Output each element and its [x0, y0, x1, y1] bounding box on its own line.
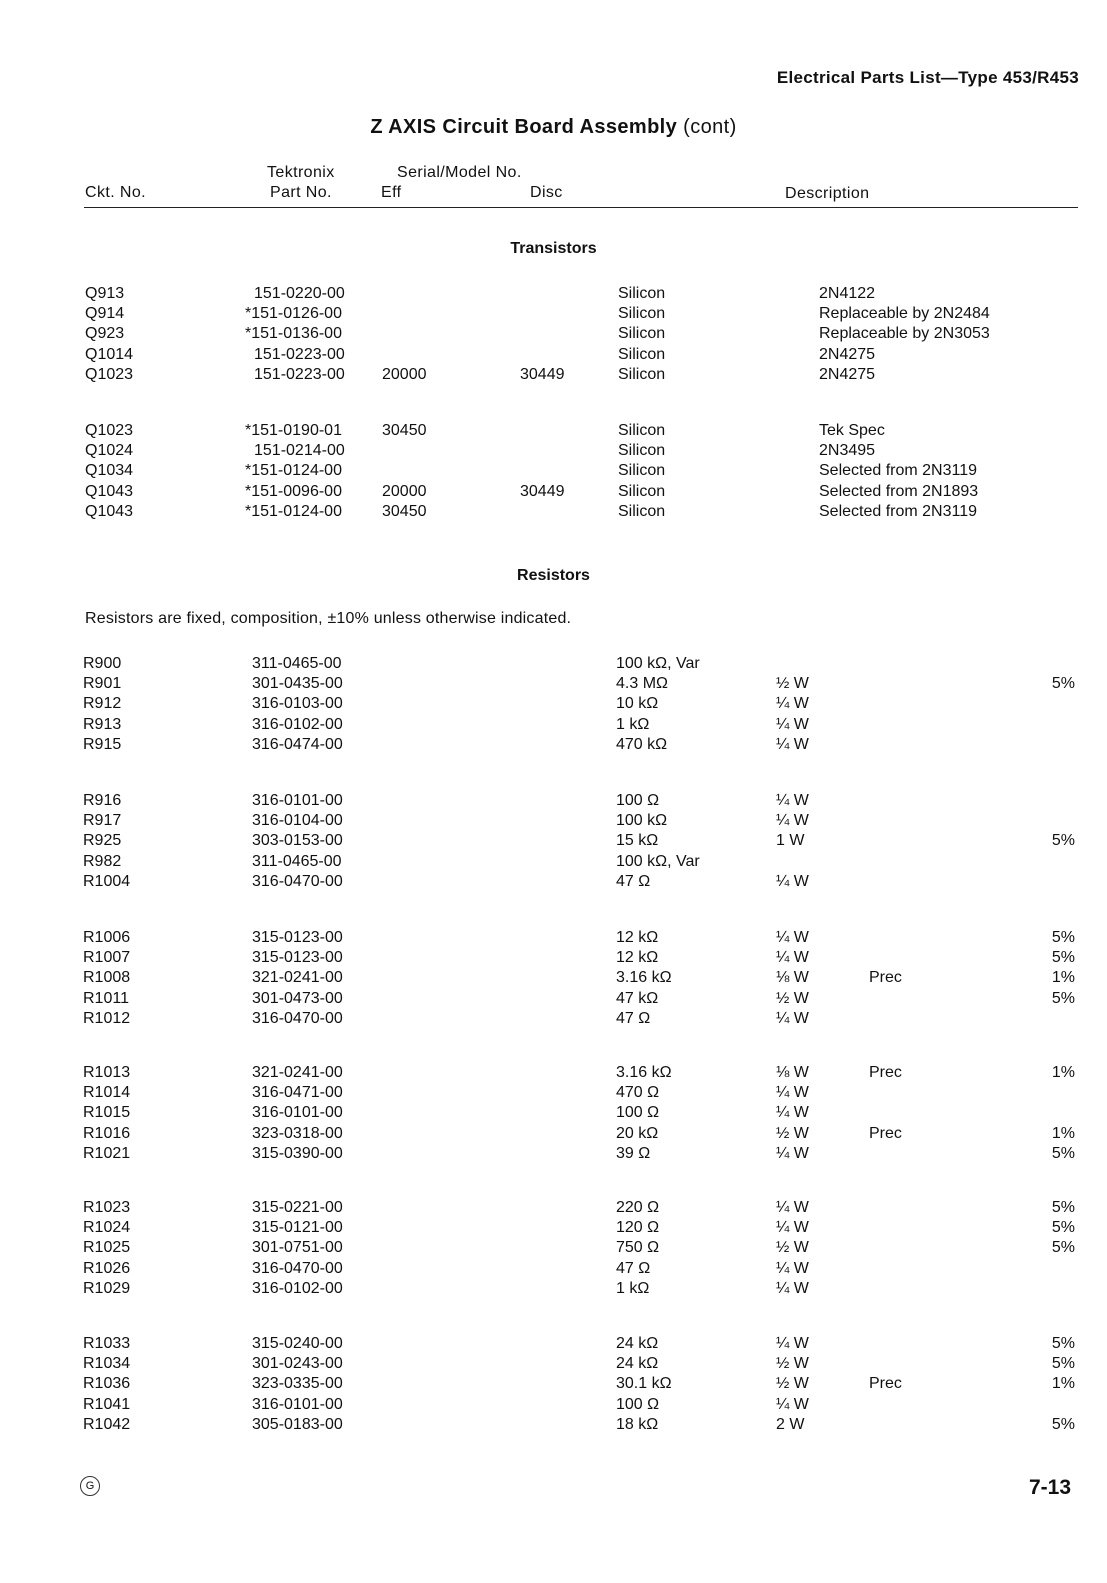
resistor-row — [0, 872, 1107, 892]
resistor-row — [0, 1144, 1107, 1164]
ckt-number: Q1024 — [85, 442, 134, 460]
precision-note: Prec — [869, 1124, 902, 1142]
title-main: Z AXIS Circuit Board Assembly — [370, 116, 678, 138]
resistor-row — [0, 1374, 1107, 1394]
wattage: ⅛ W — [776, 1064, 809, 1081]
part-number: 316-0101-00 — [252, 1104, 343, 1122]
page-title — [0, 116, 1107, 139]
resistance-value: 47 Ω — [616, 1009, 651, 1027]
ckt-number: R1034 — [83, 1355, 131, 1373]
part-number: 315-0123-00 — [252, 929, 343, 946]
title-suffix: (cont) — [683, 116, 737, 138]
resistor-row — [0, 694, 1107, 714]
wattage: ½ W — [776, 1239, 809, 1257]
resistor-row — [0, 1279, 1107, 1299]
resistor-row — [0, 654, 1107, 674]
ckt-number: R913 — [83, 715, 122, 733]
part-number: 311-0465-00 — [252, 852, 342, 870]
resistor-group — [0, 791, 1107, 892]
precision-note: Prec — [869, 1375, 902, 1393]
resistor-group — [0, 1198, 1107, 1299]
tolerance: 5% — [1051, 949, 1075, 967]
ckt-number: R982 — [83, 852, 122, 870]
description: Replaceable by 2N2484 — [819, 305, 990, 323]
part-number: *151-0124-00 — [245, 502, 342, 520]
resistor-row — [0, 1415, 1107, 1435]
resistor-row — [0, 1238, 1107, 1258]
part-number: *151-0190-01 — [245, 422, 342, 439]
resistor-row — [0, 989, 1107, 1009]
ckt-number: R1004 — [83, 872, 131, 890]
wattage: 1 W — [776, 832, 805, 850]
tolerance: 1% — [1051, 1064, 1075, 1081]
resistor-group — [0, 928, 1107, 1029]
transistor-type: Silicon — [618, 285, 666, 302]
resistor-row — [0, 1063, 1107, 1083]
ckt-number: R1033 — [83, 1335, 131, 1352]
part-number: 301-0243-00 — [252, 1355, 343, 1373]
col-tektronix-label: Tektronix — [267, 164, 335, 181]
tolerance: 5% — [1051, 832, 1075, 850]
transistor-group — [0, 421, 1107, 522]
resistance-value: 3.16 kΩ — [616, 1064, 672, 1081]
transistor-row — [0, 461, 1107, 481]
transistor-type: Silicon — [618, 345, 666, 363]
ckt-number: R1007 — [83, 949, 131, 967]
ckt-number: R1014 — [83, 1084, 131, 1102]
resistor-row — [0, 791, 1107, 811]
part-number: 316-0471-00 — [252, 1084, 343, 1102]
description: Replaceable by 2N3053 — [819, 325, 990, 343]
tolerance: 5% — [1051, 1355, 1075, 1373]
tolerance: 1% — [1051, 1124, 1075, 1142]
resistor-row — [0, 715, 1107, 735]
resistance-value: 120 Ω — [616, 1219, 660, 1237]
part-number: 151-0223-00 — [254, 345, 345, 363]
serial-eff: 20000 — [382, 365, 427, 383]
transistor-row — [0, 502, 1107, 522]
serial-eff: 30450 — [382, 422, 427, 439]
description: 2N4275 — [819, 345, 876, 363]
wattage: ¼ W — [776, 949, 809, 967]
tolerance: 1% — [1051, 1375, 1075, 1393]
header-rule — [84, 207, 1078, 208]
wattage: ½ W — [776, 989, 809, 1007]
resistor-row — [0, 1009, 1107, 1029]
wattage: ¼ W — [776, 715, 809, 733]
wattage: ¼ W — [776, 1104, 809, 1122]
ckt-number: R1011 — [83, 989, 129, 1007]
description: Selected from 2N3119 — [819, 502, 978, 520]
wattage: ¼ W — [776, 872, 809, 890]
part-number: 321-0241-00 — [252, 1064, 343, 1081]
wattage: ¼ W — [776, 1219, 809, 1237]
tolerance: 5% — [1051, 989, 1075, 1007]
ckt-number: Q1034 — [85, 462, 134, 480]
resistance-value: 220 Ω — [616, 1199, 660, 1216]
ckt-number: Q1014 — [85, 345, 134, 363]
transistor-row — [0, 284, 1107, 304]
resistance-value: 3.16 kΩ — [616, 969, 672, 987]
ckt-number: R1025 — [83, 1239, 131, 1257]
description: Selected from 2N1893 — [819, 482, 979, 500]
resistor-row — [0, 852, 1107, 872]
resistance-value: 100 kΩ, Var — [616, 852, 700, 870]
serial-disc: 30449 — [520, 365, 565, 383]
resistor-row — [0, 1124, 1107, 1144]
tolerance: 1% — [1051, 969, 1075, 987]
part-number: 316-0104-00 — [252, 812, 343, 830]
resistance-value: 24 kΩ — [616, 1335, 659, 1352]
ckt-number: R1016 — [83, 1124, 131, 1142]
resistor-row — [0, 1198, 1107, 1218]
tolerance: 5% — [1051, 1199, 1075, 1216]
part-number: 323-0335-00 — [252, 1375, 343, 1393]
transistor-row — [0, 304, 1107, 324]
resistor-row — [0, 1334, 1107, 1354]
resistor-row — [0, 1218, 1107, 1238]
precision-note: Prec — [869, 1064, 902, 1081]
part-number: 315-0121-00 — [252, 1219, 343, 1237]
ckt-number: R917 — [83, 812, 122, 830]
description: 2N4275 — [819, 365, 876, 383]
wattage: ¼ W — [776, 1395, 809, 1413]
transistor-type: Silicon — [618, 365, 666, 383]
transistor-type: Silicon — [618, 325, 666, 343]
resistance-value: 100 kΩ — [616, 812, 668, 830]
part-number: 316-0470-00 — [252, 872, 343, 890]
transistor-row — [0, 441, 1107, 461]
wattage: ¼ W — [776, 792, 809, 809]
resistance-value: 470 Ω — [616, 1084, 660, 1102]
transistor-group — [0, 284, 1107, 385]
description: 2N3495 — [819, 442, 876, 460]
ckt-number: Q1043 — [85, 482, 134, 500]
part-number: 316-0103-00 — [252, 695, 343, 713]
resistor-row — [0, 831, 1107, 851]
ckt-number: R1021 — [83, 1144, 131, 1162]
resistance-value: 12 kΩ — [616, 929, 659, 946]
wattage: ½ W — [776, 675, 809, 693]
ckt-number: R912 — [83, 695, 122, 713]
part-number: 321-0241-00 — [252, 969, 343, 987]
tolerance: 5% — [1051, 1144, 1075, 1162]
precision-note: Prec — [869, 969, 902, 987]
resistance-value: 15 kΩ — [616, 832, 659, 850]
part-number: 315-0123-00 — [252, 949, 343, 967]
resistor-row — [0, 811, 1107, 831]
page-number: 7-13 — [1028, 1476, 1071, 1499]
tolerance: 5% — [1051, 1219, 1075, 1237]
part-number: *151-0136-00 — [245, 325, 342, 343]
wattage: ¼ W — [776, 1084, 809, 1102]
wattage: ¼ W — [776, 929, 809, 946]
transistor-type: Silicon — [618, 305, 666, 323]
part-number: 316-0102-00 — [252, 1279, 343, 1297]
resistor-row — [0, 735, 1107, 755]
wattage: ½ W — [776, 1124, 809, 1142]
resistance-value: 470 kΩ — [616, 735, 668, 753]
transistor-type: Silicon — [618, 502, 666, 520]
tektronix-logo-mark: G — [80, 1476, 100, 1496]
col-partno-label: Part No. — [270, 184, 332, 201]
transistor-type: Silicon — [618, 422, 666, 439]
tolerance: 5% — [1051, 1239, 1075, 1257]
part-number: 316-0101-00 — [252, 1395, 343, 1413]
resistor-row — [0, 1395, 1107, 1415]
ckt-number: Q914 — [85, 305, 125, 323]
part-number: 316-0101-00 — [252, 792, 343, 809]
resistance-value: 10 kΩ — [616, 695, 659, 713]
wattage: ½ W — [776, 1355, 809, 1373]
ckt-number: Q1043 — [85, 502, 134, 520]
ckt-number: R1023 — [83, 1199, 131, 1216]
transistor-row — [0, 324, 1107, 344]
resistance-value: 4.3 MΩ — [616, 675, 668, 693]
ckt-number: R925 — [83, 832, 122, 850]
transistor-row — [0, 365, 1107, 385]
part-number: 301-0473-00 — [252, 989, 343, 1007]
ckt-number: R1006 — [83, 929, 131, 946]
resistance-value: 39 Ω — [616, 1144, 651, 1162]
ckt-number: R1042 — [83, 1415, 131, 1433]
wattage: ¼ W — [776, 1335, 809, 1352]
part-number: 301-0751-00 — [252, 1239, 343, 1257]
part-number: 301-0435-00 — [252, 675, 343, 693]
col-ckt-label: Ckt. No. — [85, 184, 146, 201]
resistance-value: 100 Ω — [616, 1395, 660, 1413]
ckt-number: R900 — [83, 655, 122, 672]
part-number: 323-0318-00 — [252, 1124, 343, 1142]
serial-eff: 20000 — [382, 482, 427, 500]
ckt-number: R1029 — [83, 1279, 131, 1297]
resistor-row — [0, 968, 1107, 988]
part-number: 151-0223-00 — [254, 365, 345, 383]
part-number: 303-0153-00 — [252, 832, 343, 850]
resistor-group — [0, 1334, 1107, 1435]
resistance-value: 47 Ω — [616, 872, 651, 890]
wattage: ¼ W — [776, 1199, 809, 1216]
wattage: ¼ W — [776, 1259, 809, 1277]
resistance-value: 750 Ω — [616, 1239, 660, 1257]
resistance-value: 1 kΩ — [616, 715, 650, 733]
resistor-row — [0, 1083, 1107, 1103]
ckt-number: R1041 — [83, 1395, 131, 1413]
resistance-value: 100 kΩ, Var — [616, 655, 700, 672]
ckt-number: R1012 — [83, 1009, 131, 1027]
description: 2N4122 — [819, 285, 876, 302]
ckt-number: Q1023 — [85, 365, 134, 383]
tolerance: 5% — [1051, 929, 1075, 946]
transistor-row — [0, 345, 1107, 365]
resistance-value: 12 kΩ — [616, 949, 659, 967]
part-number: 151-0220-00 — [254, 285, 345, 302]
transistor-type: Silicon — [618, 442, 666, 460]
resistance-value: 47 kΩ — [616, 989, 659, 1007]
resistance-value: 100 Ω — [616, 1104, 660, 1122]
ckt-number: Q923 — [85, 325, 125, 343]
wattage: ¼ W — [776, 735, 809, 753]
resistor-group — [0, 1063, 1107, 1164]
wattage: ½ W — [776, 1375, 809, 1393]
ckt-number: R1013 — [83, 1064, 131, 1081]
resistor-group — [0, 654, 1107, 755]
transistor-type: Silicon — [618, 482, 666, 500]
tolerance: 5% — [1051, 1415, 1075, 1433]
transistor-row — [0, 482, 1107, 502]
part-number: 315-0221-00 — [252, 1199, 343, 1216]
resistor-row — [0, 1103, 1107, 1123]
tolerance: 5% — [1051, 1335, 1075, 1352]
col-description-label: Description — [785, 185, 870, 202]
transistor-row — [0, 421, 1107, 441]
resistance-value: 1 kΩ — [616, 1279, 650, 1297]
part-number: 316-0470-00 — [252, 1009, 343, 1027]
section-heading-resistors: Resistors — [517, 567, 590, 584]
resistance-value: 100 Ω — [616, 792, 660, 809]
wattage: ⅛ W — [776, 969, 809, 987]
running-head: Electrical Parts List—Type 453/R453 — [776, 68, 1079, 87]
ckt-number: R1026 — [83, 1259, 131, 1277]
resistor-row — [0, 674, 1107, 694]
resistance-value: 30.1 kΩ — [616, 1375, 672, 1393]
resistor-note: Resistors are fixed, composition, ±10% unless otherwise indicated. — [85, 610, 572, 627]
section-heading-transistors: Transistors — [510, 240, 597, 257]
wattage: 2 W — [776, 1415, 805, 1433]
resistor-row — [0, 1259, 1107, 1279]
part-number: 316-0102-00 — [252, 715, 343, 733]
part-number: 316-0474-00 — [252, 735, 343, 753]
wattage: ¼ W — [776, 695, 809, 713]
resistance-value: 47 Ω — [616, 1259, 651, 1277]
ckt-number: Q913 — [85, 285, 125, 302]
description: Selected from 2N3119 — [819, 462, 978, 480]
col-serial-label: Serial/Model No. — [397, 164, 522, 181]
transistor-type: Silicon — [618, 462, 666, 480]
col-eff-label: Eff — [381, 184, 402, 201]
wattage: ¼ W — [776, 1279, 809, 1297]
part-number: 151-0214-00 — [254, 442, 345, 460]
wattage: ¼ W — [776, 1009, 809, 1027]
ckt-number: R1008 — [83, 969, 131, 987]
ckt-number: Q1023 — [85, 422, 134, 439]
tolerance: 5% — [1051, 675, 1075, 693]
part-number: 316-0470-00 — [252, 1259, 343, 1277]
wattage: ¼ W — [776, 1144, 809, 1162]
resistance-value: 18 kΩ — [616, 1415, 659, 1433]
ckt-number: R915 — [83, 735, 122, 753]
part-number: *151-0124-00 — [245, 462, 342, 480]
part-number: 315-0390-00 — [252, 1144, 343, 1162]
description: Tek Spec — [819, 422, 885, 439]
resistor-row — [0, 948, 1107, 968]
ckt-number: R901 — [83, 675, 122, 693]
col-disc-label: Disc — [530, 184, 563, 201]
part-number: 311-0465-00 — [252, 655, 342, 672]
ckt-number: R1036 — [83, 1375, 131, 1393]
wattage: ¼ W — [776, 812, 809, 830]
resistor-row — [0, 1354, 1107, 1374]
ckt-number: R1015 — [83, 1104, 131, 1122]
serial-disc: 30449 — [520, 482, 565, 500]
part-number: *151-0096-00 — [245, 482, 342, 500]
serial-eff: 30450 — [382, 502, 427, 520]
part-number: 315-0240-00 — [252, 1335, 343, 1352]
resistance-value: 20 kΩ — [616, 1124, 659, 1142]
resistor-row — [0, 928, 1107, 948]
part-number: *151-0126-00 — [245, 305, 342, 323]
resistance-value: 24 kΩ — [616, 1355, 659, 1373]
part-number: 305-0183-00 — [252, 1415, 343, 1433]
ckt-number: R916 — [83, 792, 122, 809]
ckt-number: R1024 — [83, 1219, 131, 1237]
